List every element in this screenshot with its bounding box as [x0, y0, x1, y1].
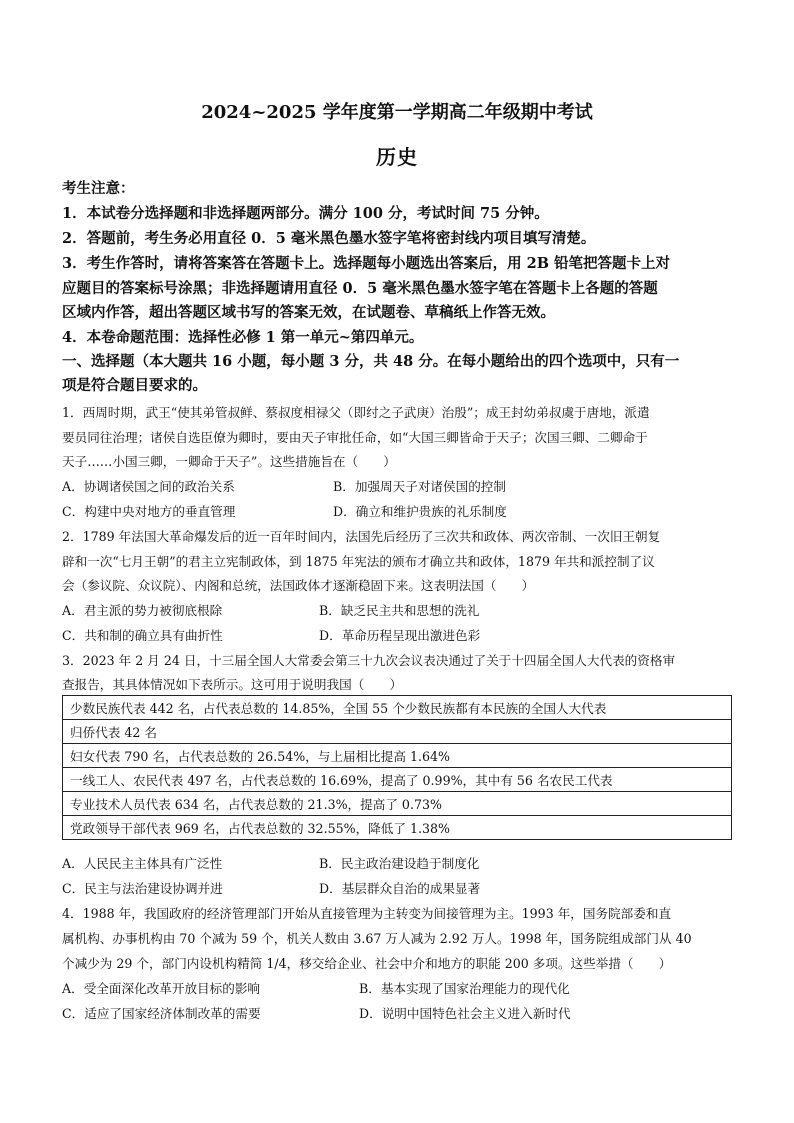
exam-title: 2024~2025 学年度第一学期高二年级期中考试 — [201, 102, 593, 123]
table-row — [63, 768, 732, 792]
q2-stem: 会（参议院、众议院）、内阁和总统，法国政体才逐渐稳固下来。这表明法国（ ） — [62, 578, 535, 593]
q4-stem: 个减少为 29 个，部门内设机构精简 1/4，移交给企业、社会中介和地方的职能 200 多项。这些举措（ ） — [62, 956, 672, 971]
table-cell: 党政领导干部代表 969 名，占代表总数的 32.55%，降低了 1.38% — [63, 816, 732, 840]
q1-option-c[interactable]: C．构建中央对地方的垂直管理 — [62, 504, 236, 519]
q1-option-d[interactable]: D．确立和维护贵族的礼乐制度 — [333, 504, 507, 519]
table-cell: 妇女代表 790 名，占代表总数的 26.54%，与上届相比提高 1.64% — [63, 744, 732, 768]
table-cell: 少数民族代表 442 名，占代表总数的 14.85%，全国 55 个少数民族都有本民族的全国人大代表 — [63, 696, 732, 720]
q2-option-d[interactable]: D．革命历程呈现出激进色彩 — [319, 628, 481, 643]
q2-option-b[interactable]: B．缺乏民主共和思想的洗礼 — [319, 603, 480, 618]
q4-stem: 属机构、办事机构由 70 个减为 59 个，机关人数由 3.67 万人减为 2.92 万人。1998 年，国务院组成部门从 40 — [62, 931, 692, 946]
q4-option-c[interactable]: C．适应了国家经济体制改革的需要 — [62, 1006, 261, 1021]
q2-stem: 辟和一次“七月王朝”的君主立宪制政体，到 1875 年宪法的颁布才确立共和政体，1879 年共和派控制了议 — [62, 554, 655, 569]
q4-option-b[interactable]: B．基本实现了国家治理能力的现代化 — [359, 981, 570, 996]
q4-option-d[interactable]: D．说明中国特色社会主义进入新时代 — [359, 1006, 571, 1021]
notice-line: 3．考生作答时，请将答案答在答题卡上。选择题每小题选出答案后，用 2B 铅笔把答题卡上对 — [62, 255, 671, 272]
q1-option-b[interactable]: B．加强周天子对诸侯国的控制 — [333, 479, 506, 494]
q1-stem: 1．西周时期，武王“使其弟管叔鲜、蔡叔度相禄父（即纣之子武庚）治殷”；成王封幼弟叔虞于唐地，派遣 — [62, 405, 650, 420]
q3-option-c[interactable]: C．民主与法治建设协调并进 — [62, 881, 223, 896]
q4-option-a[interactable]: A．受全面深化改革开放目标的影响 — [62, 981, 261, 996]
q2-stem: 2．1789 年法国大革命爆发后的近一百年时间内，法国先后经历了三次共和政体、两次帝制、一次旧王朝复 — [62, 529, 661, 544]
deputy-stats-table — [62, 695, 732, 840]
notice-line: 应题目的答案标号涂黑；非选择题请用直径 0．5 毫米黑色墨水签字笔在答题卡上各题的答题 — [62, 280, 658, 297]
section-heading: 一、选择题（本大题共 16 小题，每小题 3 分，共 48 分。在每小题给出的四个选项中，只有一 — [62, 353, 680, 370]
table-row — [63, 816, 732, 840]
q3-stem: 查报告，其具体情况如下表所示。这可用于说明我国（ ） — [62, 677, 403, 692]
table-cell: 归侨代表 42 名 — [63, 720, 732, 744]
notice-line: 4．本卷命题范围：选择性必修 1 第一单元~第四单元。 — [62, 329, 424, 346]
q3-stem: 3．2023 年 2 月 24 日，十三届全国人大常委会第三十九次会议表决通过了关于十四届全国人大代表的资格审 — [62, 653, 676, 668]
notice-line: 1．本试卷分选择题和非选择题两部分。满分 100 分，考试时间 75 分钟。 — [62, 205, 549, 222]
table-cell: 专业技术人员代表 634 名，占代表总数的 21.3%，提高了 0.73% — [63, 792, 732, 816]
notice-line: 区域内作答，超出答题区域书写的答案无效，在试题卷、草稿纸上作答无效。 — [62, 304, 555, 321]
notice-line: 2．答题前，考生务必用直径 0．5 毫米黑色墨水签字笔将密封线内项目填写清楚。 — [62, 230, 596, 247]
q2-option-a[interactable]: A．君主派的势力被彻底根除 — [62, 603, 223, 618]
q3-option-a[interactable]: A．人民民主主体具有广泛性 — [62, 856, 223, 871]
subject-title: 历史 — [376, 145, 418, 169]
q1-option-a[interactable]: A．协调诸侯国之间的政治关系 — [62, 479, 235, 494]
q1-stem: 天子……小国三卿，一卿命于天子”。这些措施旨在（ ） — [62, 454, 396, 469]
q3-option-d[interactable]: D．基层群众自治的成果显著 — [319, 881, 481, 896]
q4-stem: 4．1988 年，我国政府的经济管理部门开始从直接管理为主转变为间接管理为主。1993 年，国务院部委和直 — [62, 906, 672, 921]
q3-option-b[interactable]: B．民主政治建设趋于制度化 — [319, 856, 480, 871]
table-row — [63, 696, 732, 720]
q1-stem: 要员同往治理；诸侯自选臣僚为卿时，要由天子审批任命，如“大国三卿皆命于天子；次国三卿、二卿命于 — [62, 430, 648, 445]
notice-heading: 考生注意： — [62, 180, 135, 197]
table-row — [63, 744, 732, 768]
table-cell: 一线工人、农民代表 497 名，占代表总数的 16.69%，提高了 0.99%，其中有 56 名农民工代表 — [63, 768, 732, 792]
section-heading: 项是符合题目要求的。 — [62, 377, 207, 394]
table-row — [63, 792, 732, 816]
q2-option-c[interactable]: C．共和制的确立具有曲折性 — [62, 628, 223, 643]
table-row — [63, 720, 732, 744]
